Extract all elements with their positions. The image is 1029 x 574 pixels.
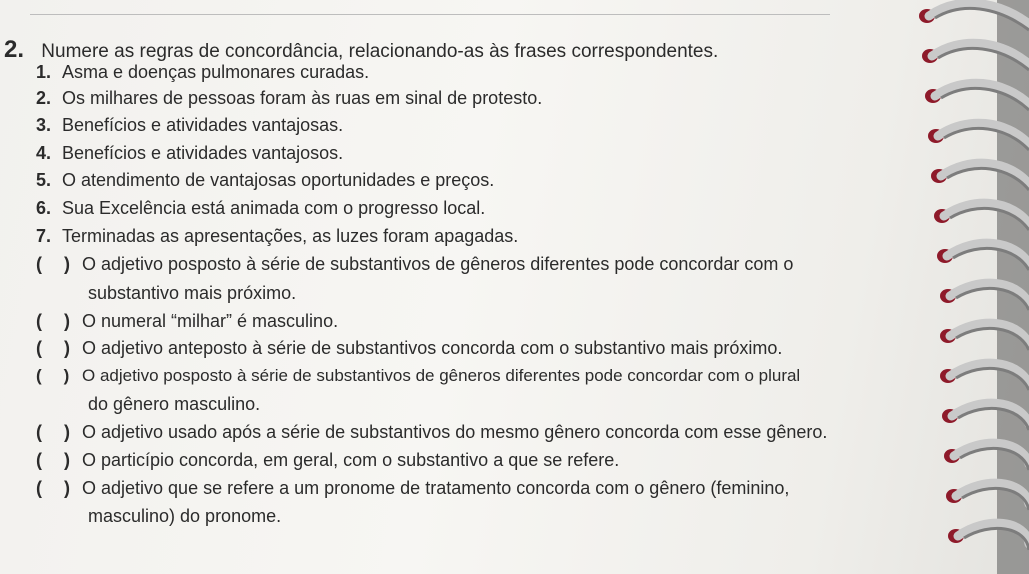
rule-item: ( ) O numeral “milhar” é masculino. bbox=[36, 311, 339, 331]
question-number: 2. bbox=[4, 36, 25, 63]
answer-blank[interactable]: ( ) bbox=[36, 254, 70, 274]
rule-continuation: do gênero masculino. bbox=[88, 394, 261, 414]
rule-item: ( ) O adjetivo posposto à série de substantivos de gêneros diferentes pode concordar com o plural bbox=[36, 366, 801, 385]
question-header bbox=[4, 36, 718, 64]
rule-item: ( ) O particípio concorda, em geral, com o substantivo a que se refere. bbox=[36, 450, 620, 470]
answer-blank[interactable]: ( ) bbox=[36, 366, 70, 385]
sentence-item: 3. Benefícios e atividades vantajosas. bbox=[36, 115, 344, 135]
header-rule bbox=[30, 14, 830, 15]
sentence-item: 4. Benefícios e atividades vantajosos. bbox=[36, 143, 344, 163]
spiral-binding-icon bbox=[899, 0, 1029, 574]
rule-continuation: masculino) do pronome. bbox=[88, 506, 282, 526]
rule-item: ( ) O adjetivo usado após a série de substantivos do mesmo gênero concorda com esse gênero. bbox=[36, 422, 828, 442]
answer-blank[interactable]: ( ) bbox=[36, 450, 70, 470]
rule-item: ( ) O adjetivo anteposto à série de substantivos concorda com o substantivo mais próximo. bbox=[36, 338, 783, 358]
rule-continuation: substantivo mais próximo. bbox=[88, 283, 297, 303]
rule-item: ( ) O adjetivo que se refere a um pronome de tratamento concorda com o gênero (feminino, bbox=[36, 478, 790, 498]
sentence-item: 1. Asma e doenças pulmonares curadas. bbox=[36, 62, 370, 82]
answer-blank[interactable]: ( ) bbox=[36, 422, 70, 442]
sentence-item: 7. Terminadas as apresentações, as luzes foram apagadas. bbox=[36, 226, 519, 246]
answer-blank[interactable]: ( ) bbox=[36, 338, 70, 358]
rule-item: ( ) O adjetivo posposto à série de substantivos de gêneros diferentes pode concordar com o bbox=[36, 254, 794, 274]
sentence-item: 6. Sua Excelência está animada com o progresso local. bbox=[36, 198, 486, 218]
sentence-item: 2. Os milhares de pessoas foram às ruas em sinal de protesto. bbox=[36, 88, 543, 108]
answer-blank[interactable]: ( ) bbox=[36, 311, 70, 331]
question-prompt: Numere as regras de concordância, relacionando-as às frases correspondentes. bbox=[41, 41, 719, 62]
sentence-item: 5. O atendimento de vantajosas oportunidades e preços. bbox=[36, 170, 495, 190]
answer-blank[interactable]: ( ) bbox=[36, 478, 70, 498]
